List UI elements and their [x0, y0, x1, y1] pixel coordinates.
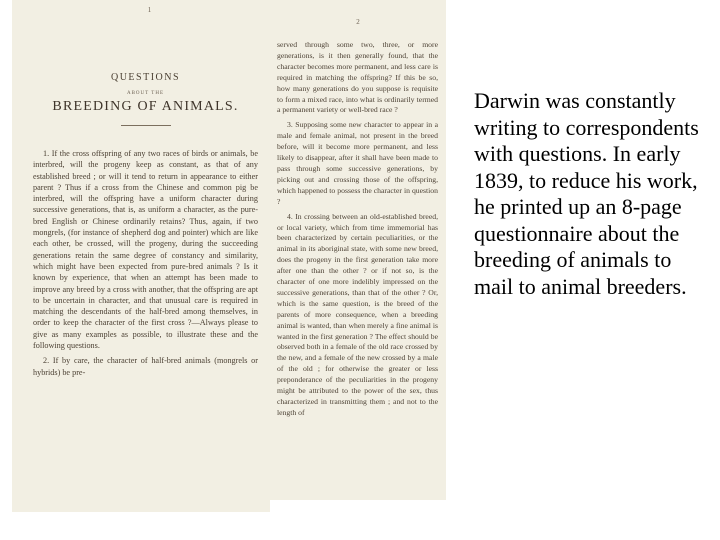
question-2-continued-paragraph: served through some two, three, or more generations, is it then generally found, that the character becomes more permanent, and less care is required in matching the offspring? If this be so, how many generations do you suppose is requisite to form a mixed race, into what is ordinarily termed a permanent variety or well-bred race ?: [277, 40, 438, 115]
question-3-paragraph: 3. Supposing some new character to appear in a male and female animal, not present in the breed before, will it become more permanent, and less likely to disappear, after it shall have been made to pass through some successive generations, by picking out and crossing those of the offspring, which happened to possess the character in question ?: [277, 120, 438, 206]
question-4-paragraph: 4. In crossing between an old-established breed, or local variety, which from time immemorial has been characterized by certain peculiarities, or the animal in its aboriginal state, with some new breed, does the progeny in the first generation take more after one than the other ? or if not so, is the character of one more indelibly impressed on the successive generations, than that of the other ? Or, which is the same question, is the breed of the parents of more consequence, when a breeding animal is wanted, than when merely a fine animal is wanted in the first generation ? The effect should be observed both in a female of the old race crossed by the new, and a female of the new crossed by a male of the old ; for otherwise the greater or less preponderance of the peculiarities in the progeny might be attributed to the power of the sex, thus characterized in transmitting them ; and not to the length of: [277, 211, 438, 417]
title-breeding-of-animals: BREEDING OF ANIMALS.: [52, 99, 239, 114]
page-number: 1: [147, 6, 152, 14]
caption-text: Darwin was constantly writing to correspondents with questions. In early 1839, to reduce his work, he printed up an 8-page questionnaire about the breeding of animals to mail to animal breeders.: [474, 88, 699, 299]
questionnaire-page-2: [268, 0, 446, 500]
question-1-paragraph: 1. If the cross offspring of any two races of birds or animals, be interbred, will the progeny keep as constant, as that of any established breed ; or will it tend to return in appearance to either parent ? Thus if a cross from the Chinese and common pig be interbred, will the offspring have a uniform character during successive generations, that is, as uniform a character, as the pure-bred English or Chinese ordinarily retains? Thus, again, if two mongrels, (for instance of shepherd dog and pointer) which are like each other, be crossed, will the progeny, during the succeeding generations retain the same degree of constancy and similarity, which might have been expected from pure-bred animals ? Is it known by experience, that when an attempt has been made to improve any breed by a cross with another, that the offspring are apt to be uncertain in character, and that unusual care is required in matching the descendants of the half-bred among themselves, in order to keep the character of the first cross ?—Always please to give as many examples as possible, to illustrate these and the following questions.: [33, 149, 258, 351]
title-questions: QUESTIONS: [110, 72, 181, 83]
question-2-paragraph: 2. If by care, the character of half-bred animals (mongrels or hybrids) be pre-: [33, 356, 258, 377]
page-number: 2: [356, 18, 360, 26]
title-about-the: ABOUT THE: [126, 91, 164, 96]
questionnaire-page-1: [12, 0, 270, 512]
title-rule: [121, 125, 171, 126]
